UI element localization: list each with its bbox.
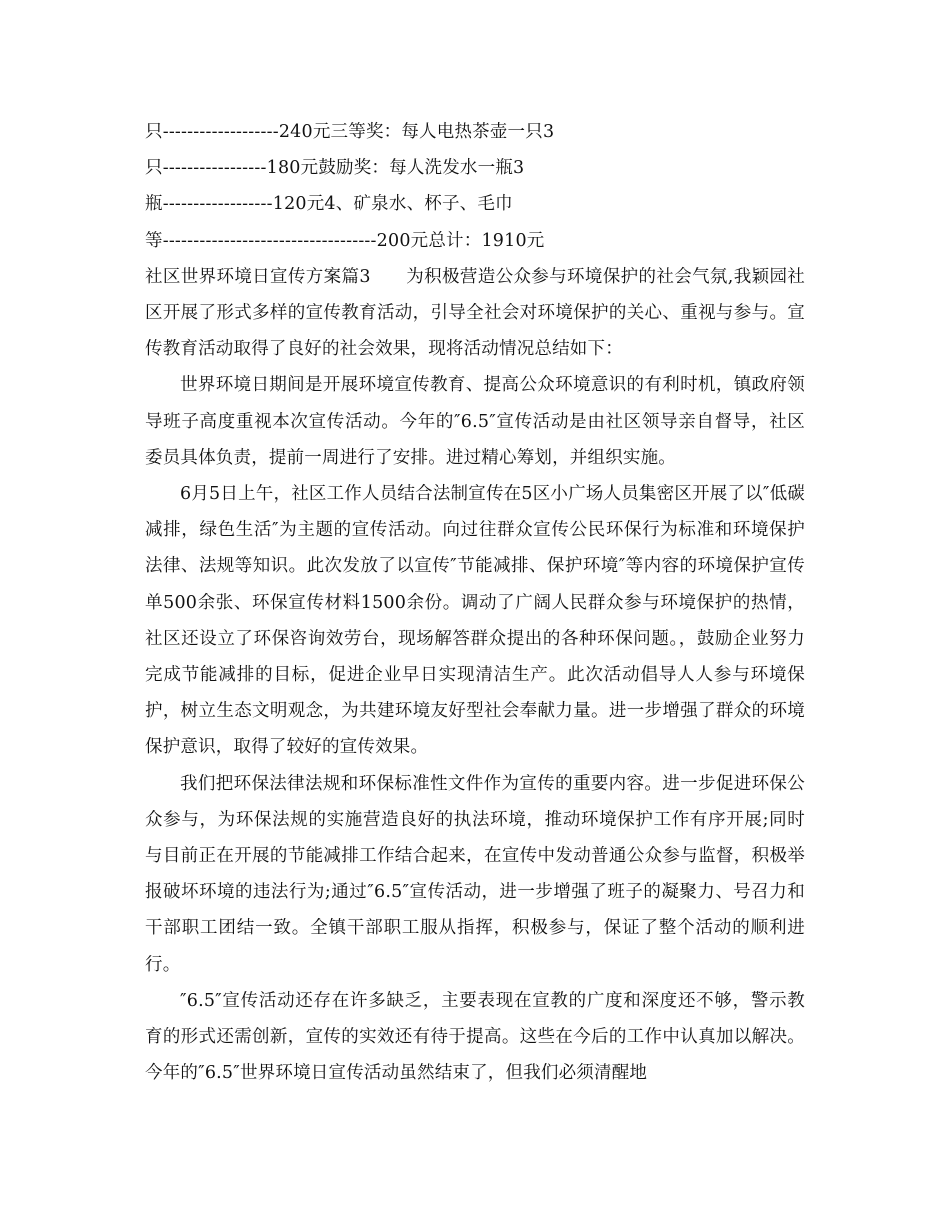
section-intro-paragraph [145, 259, 805, 368]
prize-line-1: 只-------------------240元三等奖：每人电热茶壶一只3 [145, 122, 555, 142]
body-paragraph-3: 我们把环保法律法规和环保标准性文件作为宣传的重要内容。进一步促进环保公众参与，为环保法规的实施营造良好的执法环境，推动环境保护工作有序开展;同时与目前正在开展的节能减排工作结合起来，在宣传中发动普通公众参与监督，积极举报破坏环境的违法行为;通过″6.5″宣传活动，进一步增强了班子的凝聚力、号召力和干部职工团结一致。全镇干部职工服从指挥，积极参与，保证了整个活动的顺利进行。 [145, 773, 805, 975]
document-body [145, 114, 805, 1091]
body-paragraph-1: 世界环境日期间是开展环境宣传教育、提高公众环境意识的有利时机，镇政府领导班子高度重视本次宣传活动。今年的″6.5″宣传活动是由社区领导亲自督导，社区委员具体负责，提前一周进行了安排。进过精心筹划，并组织实施。 [145, 375, 805, 468]
section-title: 社区世界环境日宣传方案篇3 [145, 266, 371, 287]
intro-text: 为积极营造公众参与环境保护的社会气氛,我颖园社区开展了形式多样的宣传教育活动，引导全社会对环境保护的关心、重视与参与。宣传教育活动取得了良好的社会效果，现将活动情况总结如下： [145, 266, 806, 360]
prize-line-3: 瓶------------------120元4、矿泉水、杯子、毛巾 [145, 194, 513, 215]
body-paragraph-4: ″6.5″宣传活动还存在许多缺乏，主要表现在宣教的广度和深度还不够，警示教育的形式还需创新，宣传的实效还有待于提高。这些在今后的工作中认真加以解决。今年的″6.5″世界环境日宣传活动虽然结束了，但我们必须清醒地 [145, 990, 805, 1084]
body-paragraph-2: 6月5日上午，社区工作人员结合法制宣传在5区小广场人员集密区开展了以″低碳减排，绿色生活″为主题的宣传活动。向过往群众宣传公民环保行为标准和环境保护法律、法规等知识。此次发放了以宣传″节能减排、保护环境″等内容的环境保护宣传单500余张、环保宣传材料1500余份。调动了广阔人民群众参与环境保护的热情，社区还设立了环保咨询效劳台，现场解答群众提出的各种环保问题。，鼓励企业努力完成节能减排的目标，促进企业早日实现清洁生产。此次活动倡导人人参与环境保护，树立生态文明观念，为共建环境友好型社会奉献力量。进一步增强了群众的环境保护意识，取得了较好的宣传效果。 [145, 483, 805, 758]
prize-line-4: 等-----------------------------------200元总计：1910元 [145, 230, 545, 251]
prize-line-2: 只-----------------180元鼓励奖：每人洗发水一瓶3 [145, 158, 525, 179]
